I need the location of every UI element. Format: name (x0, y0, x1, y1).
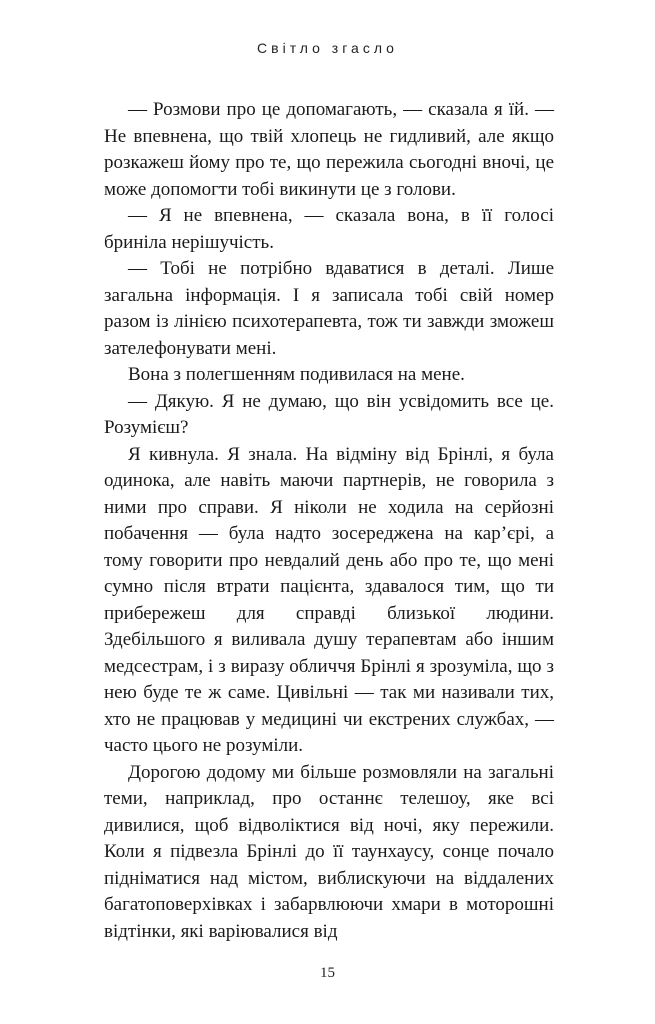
paragraph-2: — Я не впевнена, — сказала вона, в її голосі бриніла нерішучість. (104, 205, 554, 253)
paragraph-7: Дорогою додому ми більше розмовляли на загальні теми, наприклад, про останнє телешоу, яке всі дивилися, щоб відволіктися від ночі, яку пережили. Коли я підвезла Брінлі до її таунхаусу, сонце почало підніматися над містом, виблискуючи на віддалених багатоповерхівках і забарвлюючи хмари в моторошні відтінки, які варіювалися від (104, 761, 554, 942)
paragraph-5: — Дякую. Я не думаю, що він усвідомить все це. Розумієш? (104, 390, 554, 438)
page-number: 15 (320, 965, 335, 981)
running-head: Світло згасло (257, 40, 398, 56)
paragraph-4: Вона з полегшенням подивилася на мене. (128, 364, 465, 385)
paragraph-6: Я кивнула. Я знала. На відміну від Брінлі, я була одинока, але навіть маючи партнерів, не говорила з ними про справи. Я ніколи не ходила на серйозні побачення — була надто зосереджена на кар’єрі, а тому говорити про невдалий день або про те, що мені сумно після втрати пацієнта, здавалося тим, що ти прибережеш для справді близької людини. Здебільшого я виливала душу терапевтам або іншим медсестрам, і з виразу обличчя Брінлі я зрозуміла, що з нею буде те ж саме. Цивільні — так ми називали тих, хто не працював у медицині чи екстрених службах, — часто цього не розуміли. (104, 443, 554, 756)
paragraph-1: — Розмови про це допомагають, — сказала я їй. — Не впевнена, що твій хлопець не гидливий, але якщо розкажеш йому про те, що пережила сьогодні вночі, це може допомогти тобі викинути це з голови. (104, 99, 554, 200)
paragraph-3: — Тобі не потрібно вдаватися в деталі. Лише загальна інформація. І я записала тобі свій номер разом із лінією психотерапевта, тож ти завжди зможеш зателефонувати мені. (104, 258, 554, 359)
body-text (104, 97, 554, 945)
